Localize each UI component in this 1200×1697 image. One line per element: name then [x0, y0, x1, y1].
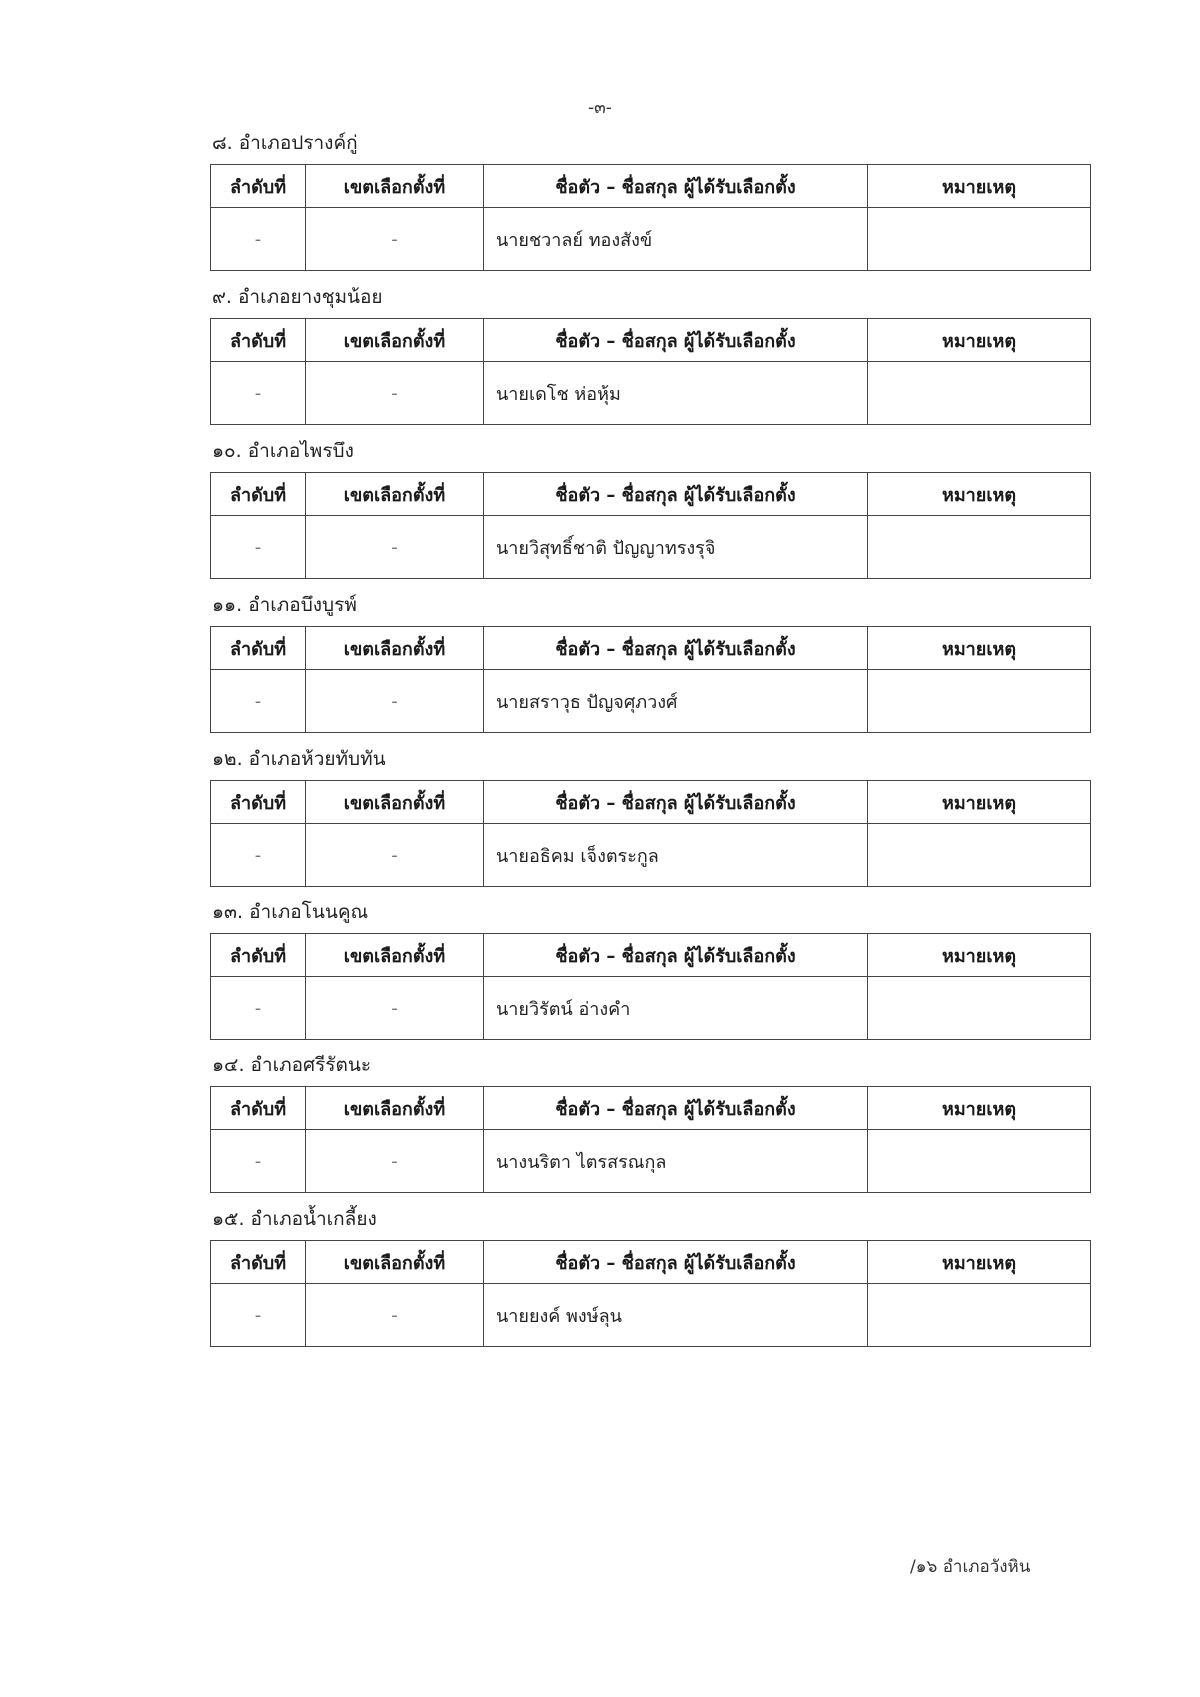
table-header-row	[211, 627, 1091, 670]
section-title: ๑๐. อำเภอไพรบึง	[212, 440, 354, 462]
header-order: ลำดับที่	[211, 473, 306, 516]
cell-district: -	[306, 208, 484, 271]
header-remark: หมายเหตุ	[868, 934, 1091, 977]
section-title: ๑๑. อำเภอบึงบูรพ์	[212, 594, 357, 616]
cell-district: -	[306, 1130, 484, 1193]
cell-name: นายวิรัตน์ อ่างคำ	[484, 977, 868, 1040]
results-table	[210, 472, 1091, 579]
header-name: ชื่อตัว – ชื่อสกุล ผู้ได้รับเลือกตั้ง	[484, 473, 868, 516]
header-remark: หมายเหตุ	[868, 319, 1091, 362]
header-order: ลำดับที่	[211, 1241, 306, 1284]
district-section	[210, 128, 1090, 271]
table-header-row	[211, 781, 1091, 824]
cell-order: -	[211, 1284, 306, 1347]
cell-district: -	[306, 824, 484, 887]
header-district: เขตเลือกตั้งที่	[306, 934, 484, 977]
cell-remark	[868, 208, 1091, 271]
cell-district: -	[306, 516, 484, 579]
district-section	[210, 436, 1090, 579]
header-remark: หมายเหตุ	[868, 781, 1091, 824]
header-order: ลำดับที่	[211, 1087, 306, 1130]
table-row	[211, 1130, 1091, 1193]
header-order: ลำดับที่	[211, 165, 306, 208]
cell-remark	[868, 1284, 1091, 1347]
district-section	[210, 282, 1090, 425]
header-district: เขตเลือกตั้งที่	[306, 627, 484, 670]
cell-order: -	[211, 824, 306, 887]
results-table	[210, 933, 1091, 1040]
cell-remark	[868, 977, 1091, 1040]
header-name: ชื่อตัว – ชื่อสกุล ผู้ได้รับเลือกตั้ง	[484, 627, 868, 670]
header-name: ชื่อตัว – ชื่อสกุล ผู้ได้รับเลือกตั้ง	[484, 1087, 868, 1130]
district-section	[210, 590, 1090, 733]
cell-name: นางนริตา ไตรสรณกุล	[484, 1130, 868, 1193]
table-header-row	[211, 319, 1091, 362]
table-row	[211, 977, 1091, 1040]
district-section	[210, 1050, 1090, 1193]
table-row	[211, 208, 1091, 271]
results-table	[210, 1086, 1091, 1193]
header-order: ลำดับที่	[211, 627, 306, 670]
header-district: เขตเลือกตั้งที่	[306, 319, 484, 362]
table-header-row	[211, 165, 1091, 208]
header-district: เขตเลือกตั้งที่	[306, 1241, 484, 1284]
cell-name: นายเดโช ห่อหุ้ม	[484, 362, 868, 425]
header-order: ลำดับที่	[211, 934, 306, 977]
header-remark: หมายเหตุ	[868, 627, 1091, 670]
page-number: -๓-	[588, 98, 612, 118]
header-name: ชื่อตัว – ชื่อสกุล ผู้ได้รับเลือกตั้ง	[484, 781, 868, 824]
results-table	[210, 780, 1091, 887]
table-header-row	[211, 934, 1091, 977]
cell-district: -	[306, 977, 484, 1040]
district-section	[210, 744, 1090, 887]
header-name: ชื่อตัว – ชื่อสกุล ผู้ได้รับเลือกตั้ง	[484, 165, 868, 208]
header-district: เขตเลือกตั้งที่	[306, 473, 484, 516]
cell-district: -	[306, 670, 484, 733]
district-section	[210, 897, 1090, 1040]
cell-name: นายชวาลย์ ทองสังข์	[484, 208, 868, 271]
header-name: ชื่อตัว – ชื่อสกุล ผู้ได้รับเลือกตั้ง	[484, 1241, 868, 1284]
results-table	[210, 318, 1091, 425]
table-header-row	[211, 473, 1091, 516]
cell-order: -	[211, 516, 306, 579]
header-district: เขตเลือกตั้งที่	[306, 781, 484, 824]
continuation-note: /๑๖ อำเภอวังหิน	[910, 1557, 1031, 1577]
header-remark: หมายเหตุ	[868, 473, 1091, 516]
header-name: ชื่อตัว – ชื่อสกุล ผู้ได้รับเลือกตั้ง	[484, 934, 868, 977]
section-title: ๑๒. อำเภอห้วยทับทัน	[212, 748, 386, 770]
cell-remark	[868, 824, 1091, 887]
cell-name: นายวิสุทธิ์ชาติ ปัญญาทรงรุจิ	[484, 516, 868, 579]
cell-order: -	[211, 977, 306, 1040]
cell-remark	[868, 1130, 1091, 1193]
section-title: ๙. อำเภอยางชุมน้อย	[212, 286, 383, 308]
cell-order: -	[211, 362, 306, 425]
results-table	[210, 164, 1091, 271]
section-title: ๑๕. อำเภอน้ำเกลี้ยง	[212, 1208, 377, 1230]
section-title: ๑๔. อำเภอศรีรัตนะ	[212, 1054, 372, 1076]
header-order: ลำดับที่	[211, 781, 306, 824]
cell-order: -	[211, 208, 306, 271]
table-row	[211, 516, 1091, 579]
table-row	[211, 362, 1091, 425]
header-remark: หมายเหตุ	[868, 165, 1091, 208]
cell-remark	[868, 516, 1091, 579]
header-name: ชื่อตัว – ชื่อสกุล ผู้ได้รับเลือกตั้ง	[484, 319, 868, 362]
cell-district: -	[306, 362, 484, 425]
header-district: เขตเลือกตั้งที่	[306, 1087, 484, 1130]
header-district: เขตเลือกตั้งที่	[306, 165, 484, 208]
table-header-row	[211, 1087, 1091, 1130]
cell-district: -	[306, 1284, 484, 1347]
cell-order: -	[211, 1130, 306, 1193]
cell-name: นายสราวุธ ปัญจศุภวงศ์	[484, 670, 868, 733]
cell-remark	[868, 670, 1091, 733]
cell-name: นายยงค์ พงษ์ลุน	[484, 1284, 868, 1347]
section-title: ๑๓. อำเภอโนนคูณ	[212, 901, 369, 923]
cell-order: -	[211, 670, 306, 733]
table-row	[211, 670, 1091, 733]
table-header-row	[211, 1241, 1091, 1284]
header-remark: หมายเหตุ	[868, 1241, 1091, 1284]
section-title: ๘. อำเภอปรางค์กู่	[212, 132, 358, 154]
header-remark: หมายเหตุ	[868, 1087, 1091, 1130]
header-order: ลำดับที่	[211, 319, 306, 362]
cell-remark	[868, 362, 1091, 425]
table-row	[211, 1284, 1091, 1347]
table-row	[211, 824, 1091, 887]
district-section	[210, 1204, 1090, 1347]
cell-name: นายอธิคม เจ็งตระกูล	[484, 824, 868, 887]
results-table	[210, 626, 1091, 733]
results-table	[210, 1240, 1091, 1347]
